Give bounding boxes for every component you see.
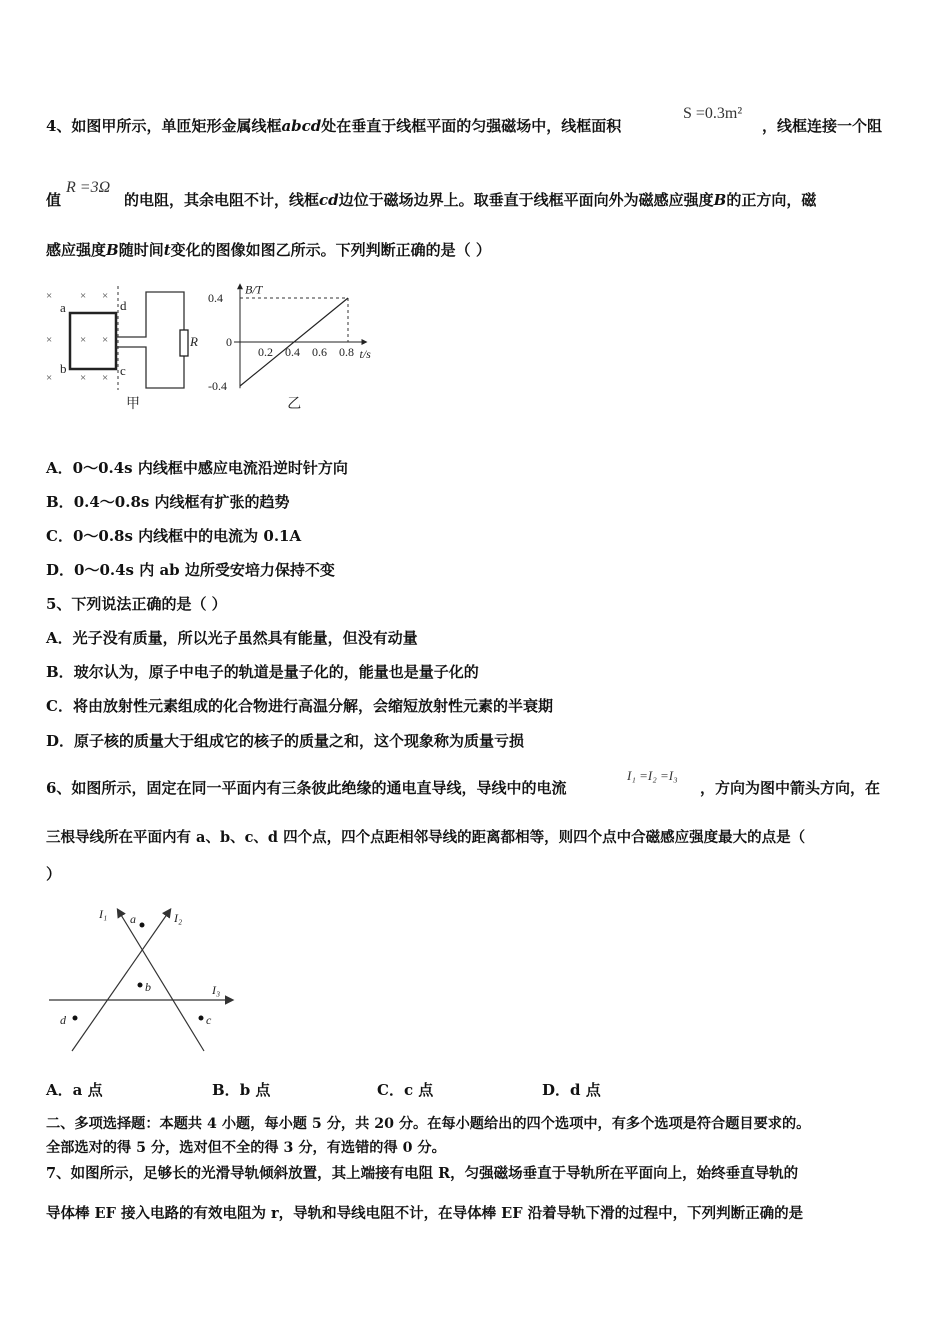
q4-option-c[interactable]	[46, 526, 301, 546]
cross-mark: ×	[46, 334, 53, 346]
option-text: 0～0.4s 内 ab 边所受安培力保持不变	[74, 561, 335, 579]
option-key: D．	[46, 561, 75, 579]
q5-option-d[interactable]	[46, 731, 524, 751]
option-key: B．	[212, 1081, 240, 1099]
q6-stem-line1: 6、如图所示，固定在同一平面内有三条彼此绝缘的通电直导线，导线中的电流	[46, 779, 567, 797]
label-c: c	[206, 1013, 212, 1027]
point-a	[140, 923, 145, 928]
option-key: C．	[46, 527, 73, 545]
option-key: A．	[46, 459, 73, 477]
label-d: d	[60, 1013, 66, 1027]
option-key: C．	[46, 697, 73, 715]
figure-q6-wires	[44, 896, 244, 1056]
caption-jia: 甲	[126, 397, 140, 412]
wire-i1	[118, 910, 204, 1051]
q4-stem-line2-b	[124, 190, 816, 210]
option-text: d 点	[570, 1081, 601, 1099]
label-a: a	[60, 300, 66, 315]
q4-var-cd: cd	[319, 191, 339, 209]
option-text: a 点	[72, 1081, 103, 1099]
label-c: c	[120, 363, 126, 378]
r-formula: R =3Ω	[66, 179, 111, 196]
q5-option-c[interactable]	[46, 696, 553, 716]
option-text: 0～0.4s 内线框中感应电流沿逆时针方向	[72, 459, 348, 477]
q6-stem-line3: ）	[46, 865, 62, 883]
q4-text: 的正方向，磁	[726, 191, 817, 209]
option-text: 原子核的质量大于组成它的核子的质量之和，这个现象称为质量亏损	[74, 732, 525, 750]
q4-text: 边位于磁场边界上。取垂直于线框平面向外为磁感应强度	[338, 191, 714, 209]
y-tick-label: -0.4	[208, 379, 227, 393]
q6-option-c[interactable]	[377, 1080, 433, 1100]
q4-stem-line1	[46, 116, 621, 136]
q5-option-a[interactable]	[46, 628, 418, 648]
cross-mark: ×	[80, 290, 87, 302]
q7-stem-line2: 导体棒 EF 接入电路的有效电阻为 r，导轨和导线电阻不计，在导体棒 EF 沿着导轨下滑的过程中，下列判断正确的是	[46, 1205, 804, 1222]
option-text: 0～0.8s 内线框中的电流为 0.1A	[72, 527, 302, 545]
q6-option-b[interactable]	[212, 1080, 270, 1100]
cross-mark: ×	[46, 372, 53, 384]
point-d	[73, 1016, 78, 1021]
x-tick-label: 0.6	[312, 345, 327, 359]
q4-text: 随时间	[118, 241, 164, 259]
section2-heading-line2: 全部选对的得 5 分，选对但不全的得 3 分，有选错的得 0 分。	[46, 1140, 446, 1156]
x-tick-label: 0.2	[258, 345, 273, 359]
cross-mark: ×	[80, 372, 87, 384]
q4-text: 4、如图甲所示，单匝矩形金属线框	[46, 117, 282, 135]
option-text: 0.4～0.8s 内线框有扩张的趋势	[73, 493, 290, 511]
label-b: b	[145, 980, 151, 994]
q5-option-b[interactable]	[46, 662, 479, 682]
x-axis-arrow	[362, 339, 368, 345]
q4-text: 变化的图像如图乙所示。下列判断正确的是（ ）	[170, 241, 491, 259]
q4-var-abcd: abcd	[281, 117, 322, 135]
q4-text: 处在垂直于线框平面的匀强磁场中，线框面积	[321, 117, 622, 135]
q4-option-d[interactable]	[46, 560, 335, 580]
q4-option-a[interactable]	[46, 458, 348, 478]
option-key: D．	[542, 1081, 571, 1099]
label-a: a	[130, 912, 136, 926]
option-key: B．	[46, 663, 74, 681]
q4-var-t: t	[163, 241, 171, 259]
option-key: B．	[46, 493, 74, 511]
label-d: d	[120, 298, 127, 313]
q4-stem-line2	[46, 190, 61, 210]
q5-stem: 5、下列说法正确的是（ ）	[46, 595, 227, 613]
option-text: 玻尔认为，原子中电子的轨道是量子化的，能量也是量子化的	[73, 663, 479, 681]
x-axis-label: t/s	[359, 347, 371, 361]
option-key: C．	[377, 1081, 404, 1099]
cross-mark: ×	[46, 290, 53, 302]
q6-option-a[interactable]	[46, 1080, 103, 1100]
lead-wire-bottom	[116, 347, 184, 388]
option-key: D．	[46, 732, 75, 750]
q4-text: 值	[46, 191, 62, 209]
figure-yi-chart	[200, 272, 390, 417]
q7-stem-line1: 7、如图所示，足够长的光滑导轨倾斜放置，其上端接有电阻 R，匀强磁场垂直于导轨所在平面向上，始终垂直导轨的	[46, 1165, 799, 1182]
option-text: 光子没有质量，所以光子虽然具有能量，但没有动量	[72, 629, 418, 647]
section2-heading-line1: 二、多项选择题：本题共 4 小题，每小题 5 分，共 20 分。在每小题给出的四个选项中，有多个选项是符合题目要求的。	[46, 1116, 811, 1132]
option-key: A．	[46, 629, 73, 647]
x-tick-label: 0.8	[339, 345, 354, 359]
area-formula: S =0.3m²	[683, 105, 743, 122]
chart-caption: 乙	[287, 397, 302, 412]
label-i3: I₃	[212, 983, 221, 997]
option-key: A．	[46, 1081, 73, 1099]
figure-jia	[40, 280, 210, 415]
label-i1: I₁	[99, 907, 108, 921]
q6-stem-line1-end: ，方向为图中箭头方向，在	[700, 779, 881, 797]
q4-text: 感应强度	[46, 241, 107, 259]
option-text: b 点	[239, 1081, 271, 1099]
cross-mark: ×	[102, 372, 109, 384]
cross-mark: ×	[102, 290, 109, 302]
q4-stem-line3	[46, 240, 491, 260]
cross-mark: ×	[80, 334, 87, 346]
q4-text: 的电阻，其余电阻不计，线框	[124, 191, 320, 209]
q4-var-b: B	[106, 241, 119, 259]
option-text: 将由放射性元素组成的化合物进行高温分解，会缩短放射性元素的半衰期	[72, 697, 553, 715]
resistor	[180, 330, 188, 356]
wire-i2	[72, 910, 170, 1051]
q6-stem-line2: 三根导线所在平面内有 a、b、c、d 四个点，四个点距相邻导线的距离都相等，则四个点中合磁感应强度最大的点是（	[46, 829, 806, 846]
wire-frame	[70, 313, 116, 369]
label-b: b	[60, 361, 67, 376]
point-c	[199, 1016, 204, 1021]
y-tick-label: 0.4	[208, 291, 223, 305]
q4-option-b[interactable]	[46, 492, 290, 512]
label-r: R	[190, 334, 198, 349]
q6-option-d[interactable]	[542, 1080, 601, 1100]
q4-var-b: B	[713, 191, 727, 209]
current-formula: I₁ =I₂ =I₃	[627, 768, 678, 783]
label-i2: I₂	[174, 911, 183, 925]
option-text: c 点	[403, 1081, 434, 1099]
x-tick-label: 0.4	[285, 345, 300, 359]
q4-stem-line1-end: ，线框连接一个阻	[762, 117, 883, 135]
point-b	[138, 983, 143, 988]
cross-mark: ×	[102, 334, 109, 346]
y-axis-label: B/T	[245, 282, 263, 297]
y-tick-label: 0	[226, 335, 232, 349]
y-axis-arrow	[237, 283, 243, 289]
